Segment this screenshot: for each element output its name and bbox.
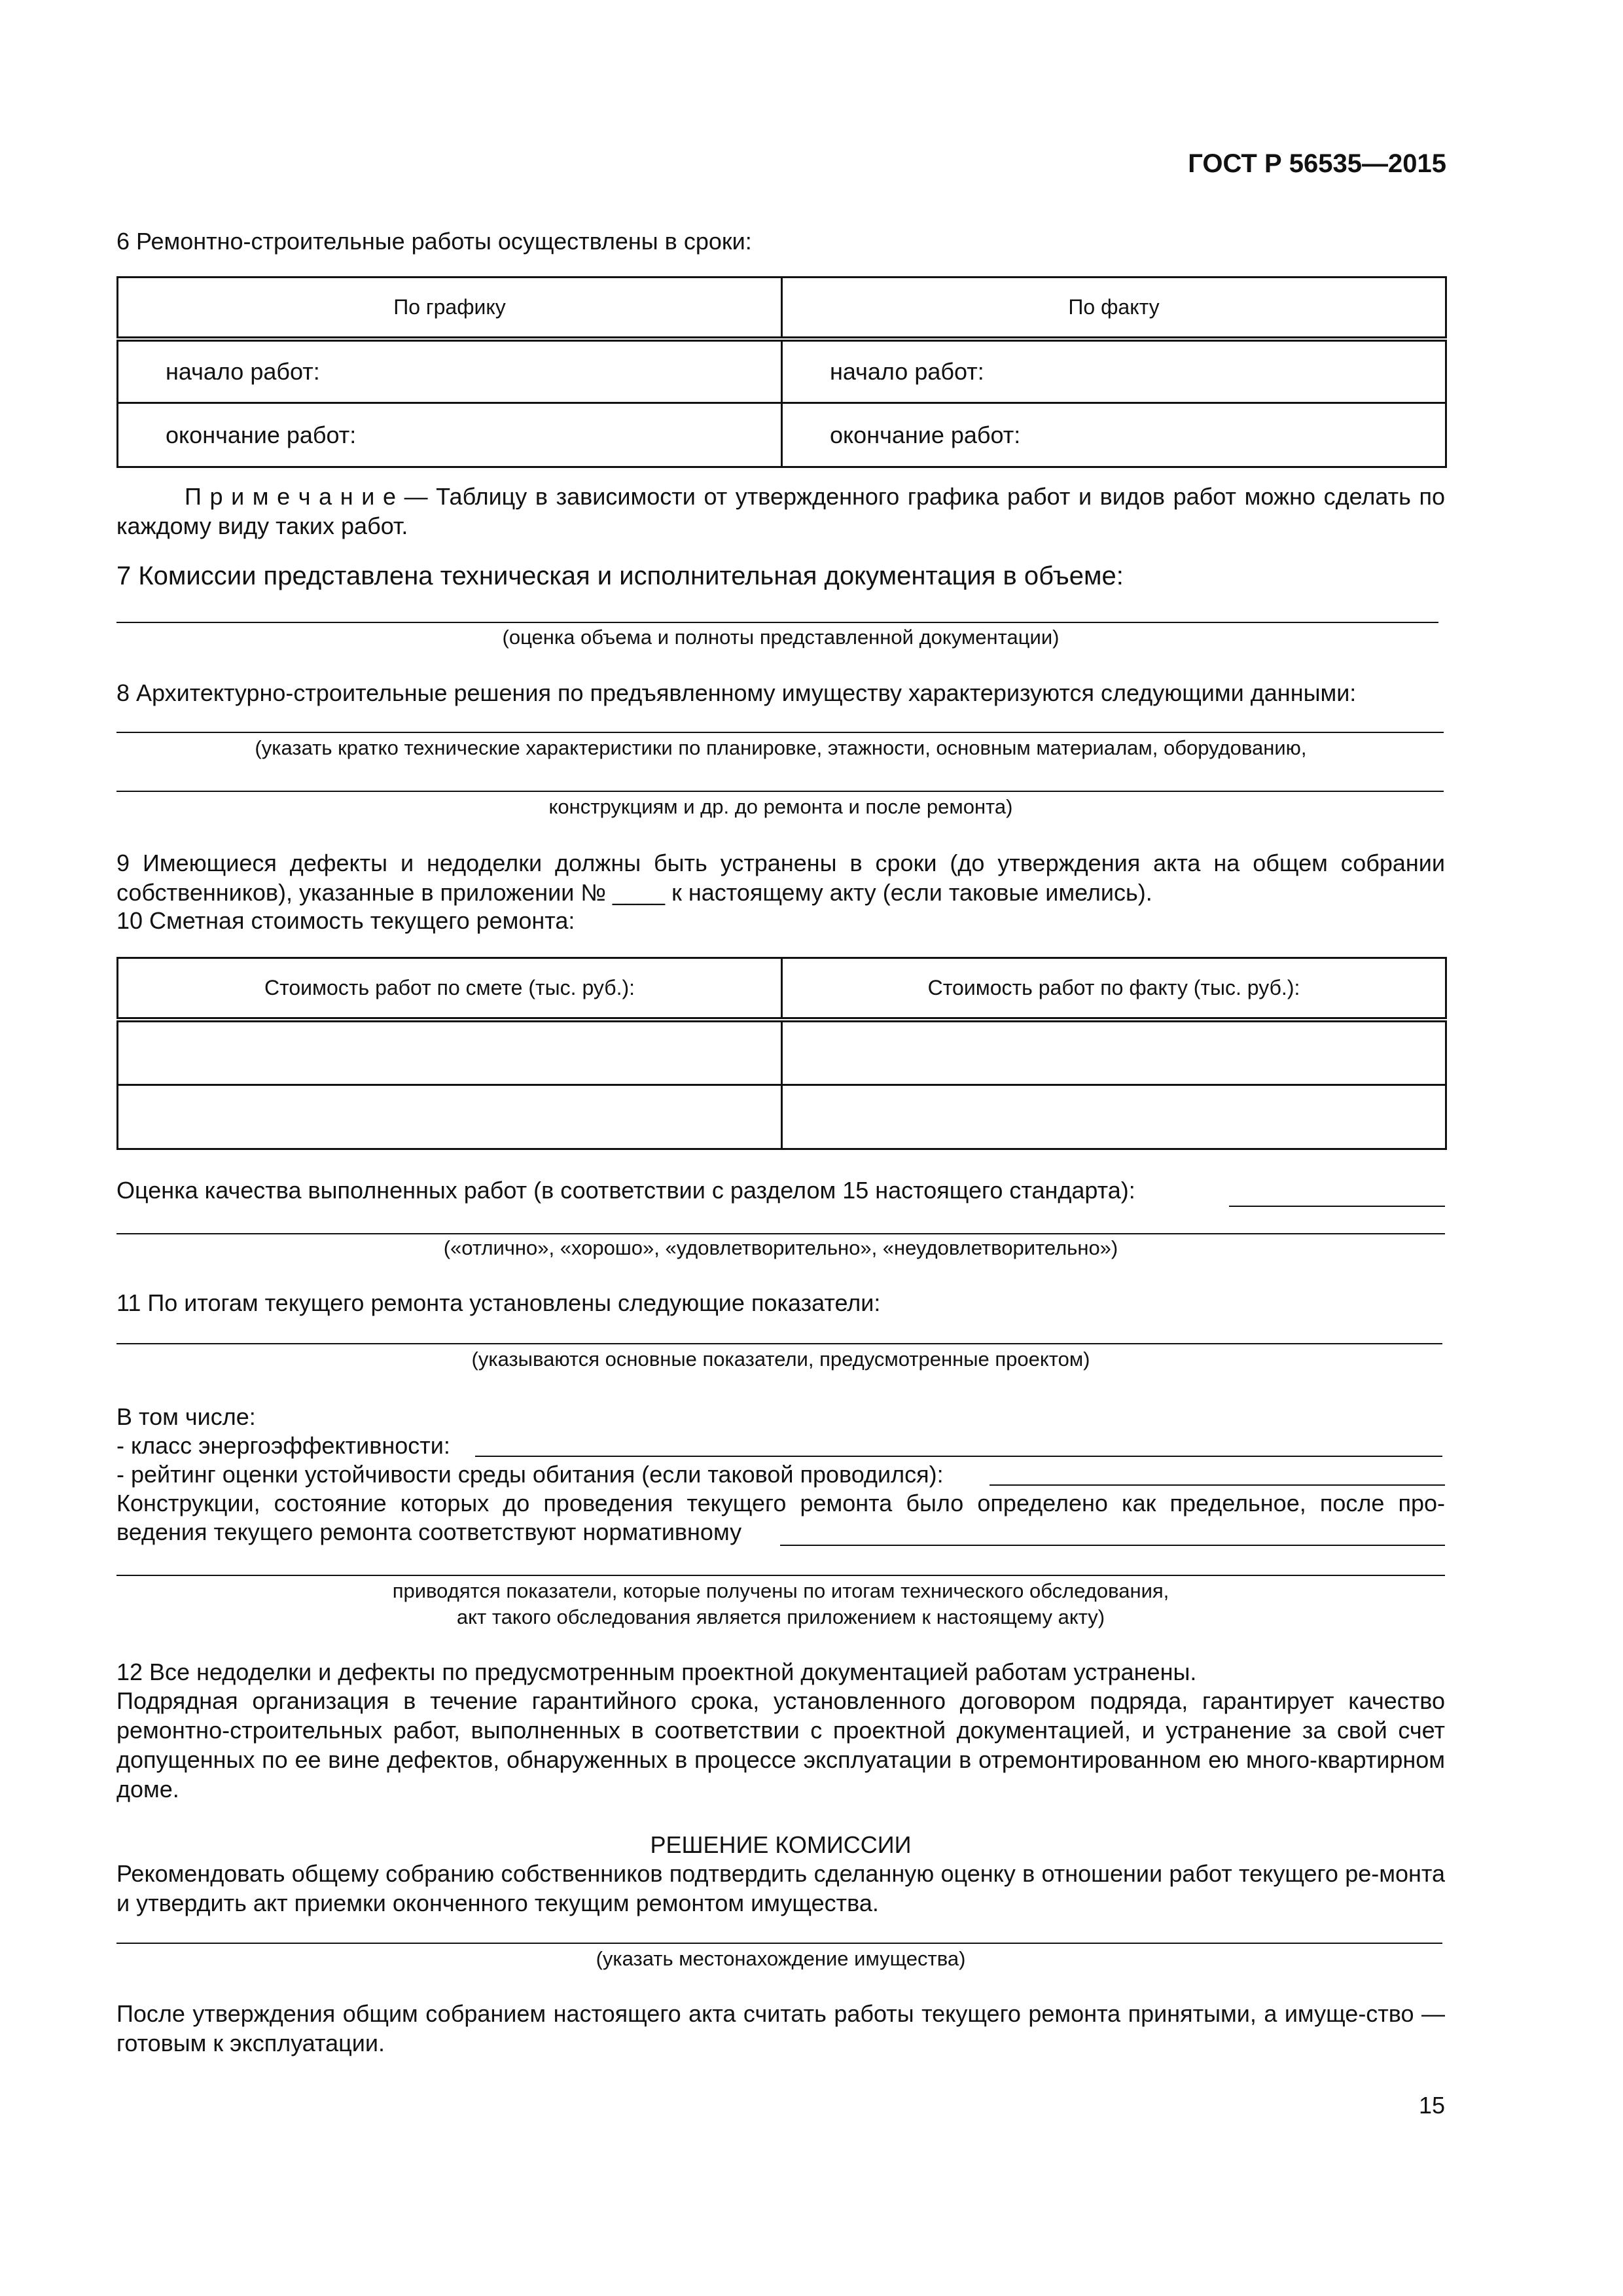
section-10-title: 10 Сметная стоимость текущего ремонта:: [116, 907, 575, 934]
energy-class-label: - класс энергоэффективности:: [116, 1432, 450, 1459]
fact-start-label: начало работ:: [782, 339, 1446, 403]
rating-label: - рейтинг оценки устойчивости среды обитания (если таковой проводился):: [116, 1461, 944, 1488]
section-7-line: [116, 622, 1438, 623]
constructions-text-1: Конструкции, состояние которых до проведения текущего ремонта было определено как предельное, после про-: [116, 1490, 1445, 1516]
energy-class-line[interactable]: [475, 1456, 1442, 1457]
fact-end-label: окончание работ:: [782, 403, 1446, 467]
plan-end-label: окончание работ:: [118, 403, 782, 467]
cost-col-estimate: Стоимость работ по смете (тыс. руб.):: [118, 958, 782, 1020]
schedule-col-plan: По графику: [118, 278, 782, 339]
section-9-text: 9 Имеющиеся дефекты и недоделки должны быть устранены в сроки (до утверждения акта на общем собрании собственников), указанные в приложении № ____ к настоящему акту (если таковые имелись).: [116, 850, 1445, 906]
section-6-title: 6 Ремонтно-строительные работы осуществлены в сроки:: [116, 228, 752, 255]
cost-table: [116, 957, 1447, 1150]
quality-short-line[interactable]: [1229, 1206, 1445, 1207]
decision-final-text: После утверждения общим собранием настоящего акта считать работы текущего ремонта принятыми, а имуще-ство — готовым к эксплуатации.: [116, 2000, 1445, 2056]
section-8-line-1: [116, 732, 1444, 733]
section-7-title: 7 Комиссии представлена техническая и исполнительная документация в объеме:: [116, 562, 1124, 590]
decision-text: Рекомендовать общему собранию собственников подтвердить сделанную оценку в отношении работ текущего ре-монта и утвердить акт приемки оконченного текущим ремонтом имущества.: [116, 1860, 1445, 1916]
section-6-note: П р и м е ч а н и е — Таблицу в зависимости от утвержденного графика работ и видов работ можно сделать по каждому виду таких работ.: [116, 483, 1445, 539]
standard-code: ГОСТ Р 56535—2015: [1188, 149, 1446, 178]
section-8-line-2: [116, 791, 1444, 792]
quality-hint: («отлично», «хорошо», «удовлетворительно», «неудовлетворительно»): [443, 1236, 1118, 1259]
cost-fact-cell-2[interactable]: [782, 1085, 1446, 1149]
schedule-table: [116, 276, 1447, 468]
section-8-hint-2: конструкциям и др. до ремонта и после ремонта): [548, 795, 1013, 818]
section-11-hint-2a: приводятся показатели, которые получены по итогам технического обследования,: [392, 1579, 1169, 1602]
section-11-line[interactable]: [116, 1343, 1442, 1344]
constructions-line-1[interactable]: [780, 1545, 1445, 1546]
quality-line[interactable]: [116, 1233, 1445, 1234]
section-8-hint-1: (указать кратко технические характеристики по планировке, этажности, основным материалам, оборудованию,: [255, 736, 1307, 759]
constructions-text-2: ведения текущего ремонта соответствуют нормативному: [116, 1518, 742, 1545]
plan-start-label: начало работ:: [118, 339, 782, 403]
cost-estimate-cell-2[interactable]: [118, 1085, 782, 1149]
including-label: В том числе:: [116, 1403, 256, 1430]
cost-fact-cell-1[interactable]: [782, 1020, 1446, 1085]
cost-col-fact: Стоимость работ по факту (тыс. руб.):: [782, 958, 1446, 1020]
property-location-hint: (указать местонахождение имущества): [596, 1947, 966, 1970]
section-12-text: Подрядная организация в течение гарантийного срока, установленного договором подряда, гарантирует качество ремонтно-строительных работ, выполненных в соответствии с проектной документацией, и устранение за свой счет допущенных по ее вине дефектов, обнаруженных в процессе эксплуатации в отремонтированном ею много-квартирном доме.: [116, 1687, 1445, 1803]
section-11-hint-2b: акт такого обследования является приложением к настоящему акту): [456, 1605, 1105, 1628]
section-11-hint: (указываются основные показатели, предусмотренные проектом): [471, 1348, 1090, 1371]
decision-title: РЕШЕНИЕ КОМИССИИ: [650, 1831, 912, 1858]
constructions-line-2[interactable]: [116, 1575, 1445, 1576]
page-number: 15: [1418, 2092, 1445, 2119]
section-12-title: 12 Все недоделки и дефекты по предусмотренным проектной документацией работам устранены.: [116, 1659, 1197, 1685]
schedule-col-fact: По факту: [782, 278, 1446, 339]
section-11-title: 11 По итогам текущего ремонта установлены следующие показатели:: [116, 1289, 881, 1316]
rating-line[interactable]: [990, 1484, 1445, 1486]
section-8-title: 8 Архитектурно-строительные решения по предъявленному имуществу характеризуются следующими данными:: [116, 679, 1357, 706]
section-7-hint: (оценка объема и полноты представленной документации): [502, 626, 1060, 649]
property-location-line[interactable]: [116, 1943, 1442, 1944]
quality-label: Оценка качества выполненных работ (в соответствии с разделом 15 настоящего стандарта):: [116, 1177, 1135, 1204]
cost-estimate-cell-1[interactable]: [118, 1020, 782, 1085]
